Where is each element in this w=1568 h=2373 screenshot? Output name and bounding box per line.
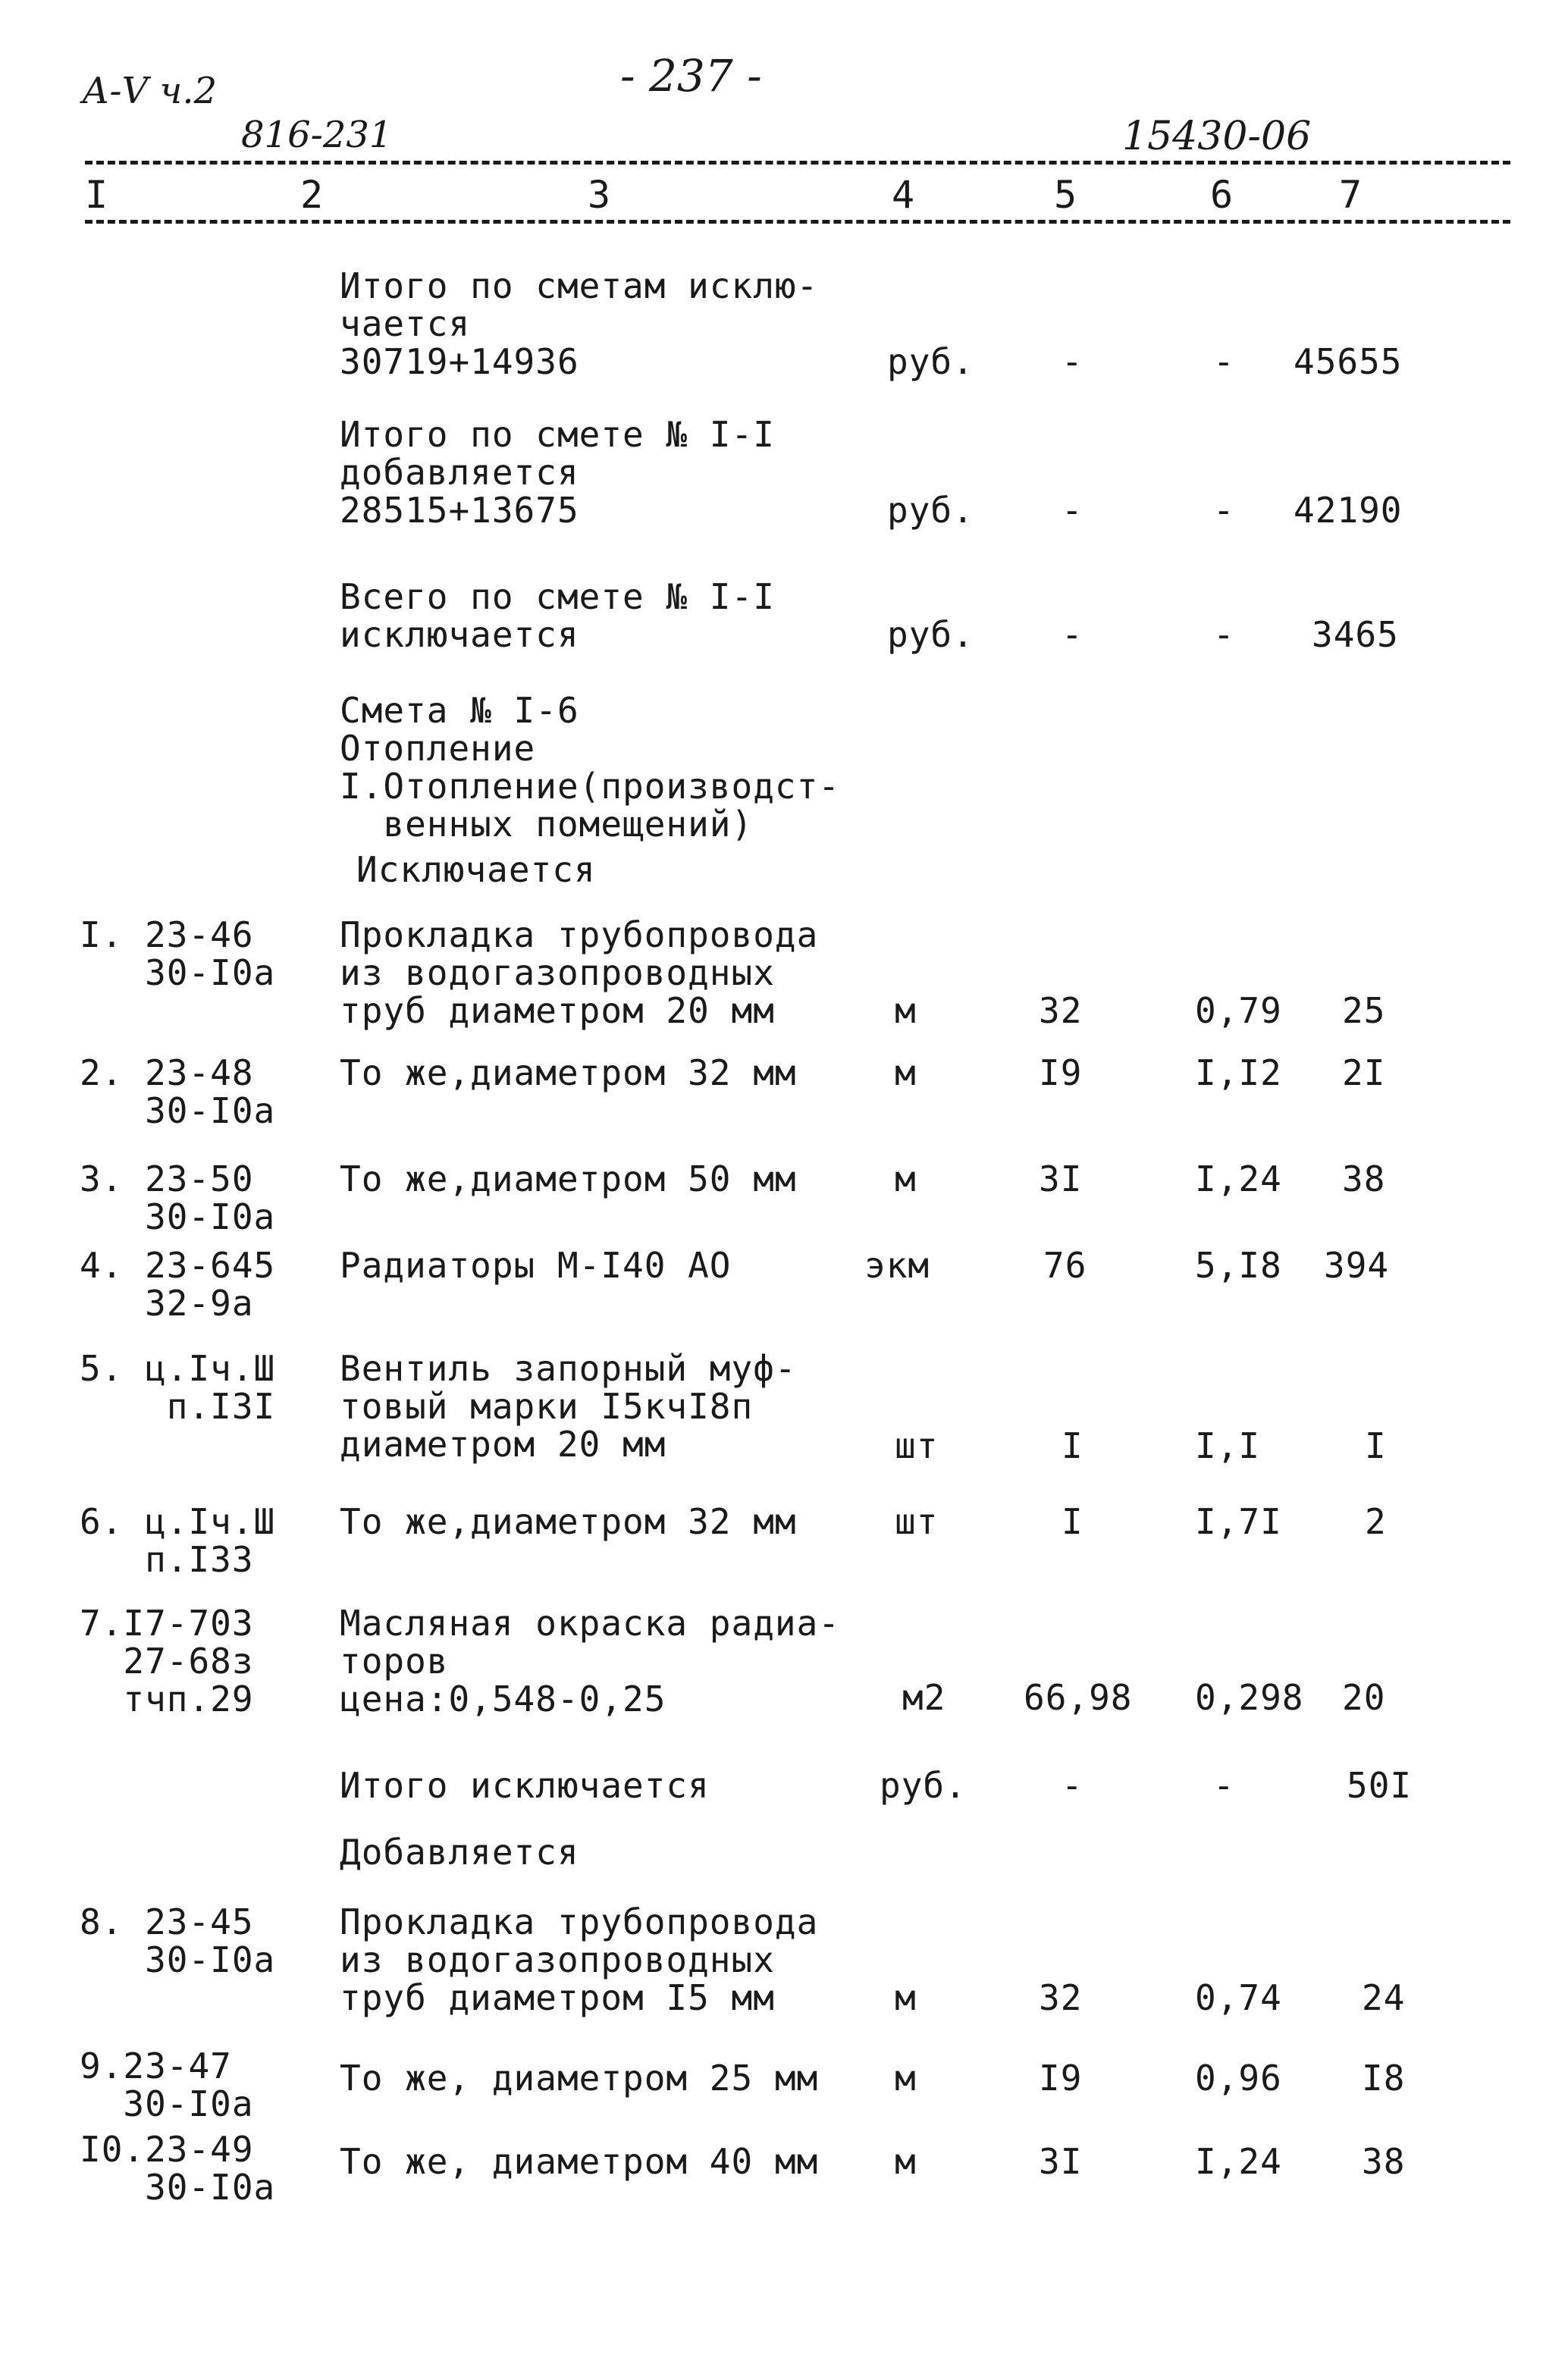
quantity-cell: 66,98 (1024, 1677, 1133, 1718)
price-cell: 0,298 (1195, 1677, 1304, 1718)
price-cell: - (1213, 614, 1235, 655)
item-description: Прокладка трубопровода из водогазопроводных труб диаметром I5 мм (340, 1901, 819, 2018)
unit-cell: экм (864, 1245, 930, 1286)
item-description: То же,диаметром 32 мм (340, 1501, 797, 1542)
item-code: 4. 23-645 32-9a (80, 1245, 276, 1324)
column-number: I (85, 173, 108, 217)
unit-cell: руб. (880, 1765, 967, 1806)
unit-cell: м (895, 1977, 917, 2018)
quantity-cell: 3I (1039, 1158, 1083, 1199)
column-number: 4 (892, 173, 915, 217)
excluded-heading: Исключается (356, 849, 596, 890)
total-cell: I8 (1362, 2058, 1406, 2099)
quantity-cell: 3I (1039, 2141, 1083, 2182)
series-label: А-V ч.2 (82, 70, 218, 112)
unit-cell: м (895, 2141, 917, 2182)
quantity-cell: - (1062, 614, 1083, 655)
item-description: Радиаторы М-I40 АО (340, 1245, 732, 1286)
unit-cell: м2 (902, 1677, 946, 1718)
page-number: - 237 - (620, 50, 762, 102)
total-label: Итого исключается (340, 1765, 710, 1806)
item-code: I0.23-49 30-I0a (80, 2129, 276, 2208)
total-cell: 3465 (1312, 614, 1399, 655)
unit-cell: м (895, 1052, 917, 1093)
summary-description: Итого по смете № I-I добавляется 28515+13675 (340, 414, 775, 531)
unit-cell: руб. (887, 614, 974, 655)
item-description: То же,диаметром 32 мм (340, 1052, 797, 1093)
quantity-cell: 32 (1039, 1977, 1083, 2018)
total-cell: 45655 (1294, 341, 1403, 382)
total-cell: 20 (1342, 1677, 1386, 1718)
column-number: 6 (1210, 173, 1234, 217)
total-cell: I (1365, 1425, 1387, 1466)
item-code: 3. 23-50 30-I0a (80, 1158, 276, 1237)
unit-cell: шт (895, 1425, 939, 1466)
project-code: 816-231 (241, 114, 393, 156)
total-cell: 394 (1324, 1245, 1390, 1286)
item-description: То же,диаметром 50 мм (340, 1158, 797, 1199)
price-cell: I,I2 (1195, 1052, 1282, 1093)
item-code: 2. 23-48 30-I0a (80, 1052, 276, 1131)
price-cell: - (1213, 341, 1235, 382)
item-code: 5. ц.Iч.Ш п.I3I (80, 1348, 276, 1427)
total-cell: 2 (1365, 1501, 1387, 1542)
unit-cell: руб. (887, 490, 974, 531)
estimate-title: Смета № I-6 Отопление I.Отопление(производст- венных помещений) (340, 690, 840, 845)
unit-cell: руб. (887, 341, 974, 382)
total-cell: 50I (1347, 1765, 1413, 1806)
column-number: 2 (300, 173, 324, 217)
item-code: 6. ц.Iч.Ш п.I33 (80, 1501, 276, 1580)
column-number: 7 (1339, 173, 1363, 217)
price-cell: - (1213, 490, 1235, 531)
quantity-cell: - (1062, 490, 1083, 531)
price-cell: I,I (1195, 1425, 1261, 1466)
price-cell: I,24 (1195, 1158, 1282, 1199)
price-cell: 0,96 (1195, 2058, 1282, 2099)
unit-cell: м (895, 2058, 917, 2099)
summary-description: Всего по смете № I-I исключается (340, 576, 775, 655)
price-cell: I,24 (1195, 2141, 1282, 2182)
price-cell: - (1213, 1765, 1235, 1806)
added-heading: Добавляется (340, 1832, 579, 1873)
unit-cell: м (895, 1158, 917, 1199)
item-code: 7.I7-703 27-68з тчп.29 (80, 1603, 254, 1719)
column-number: 3 (588, 173, 611, 217)
item-description: Масляная окраска радиа- торов цена:0,548-0,25 (340, 1603, 840, 1719)
item-code: 9.23-47 30-I0a (80, 2045, 254, 2124)
item-description: Вентиль запорный муф- товый марки I5кчI8п диаметром 20 мм (340, 1348, 797, 1465)
header-rule-top (85, 161, 1510, 165)
price-cell: I,7I (1195, 1501, 1282, 1542)
header-rule-bottom (85, 220, 1510, 224)
item-description: То же, диаметром 40 мм (340, 2141, 819, 2182)
price-cell: 5,I8 (1195, 1245, 1282, 1286)
quantity-cell: 76 (1043, 1245, 1087, 1286)
total-cell: 42190 (1294, 490, 1403, 531)
column-number: 5 (1054, 173, 1077, 217)
summary-description: Итого по сметам исклю- чается 30719+14936 (340, 265, 819, 382)
price-cell: 0,74 (1195, 1977, 1282, 2018)
total-cell: 25 (1342, 990, 1386, 1031)
unit-cell: шт (895, 1501, 939, 1542)
quantity-cell: I9 (1039, 2058, 1083, 2099)
quantity-cell: - (1062, 341, 1083, 382)
quantity-cell: I9 (1039, 1052, 1083, 1093)
document-code: 15430-06 (1122, 114, 1312, 159)
quantity-cell: I (1062, 1501, 1083, 1542)
item-description: То же, диаметром 25 мм (340, 2058, 819, 2099)
item-description: Прокладка трубопровода из водогазопроводных труб диаметром 20 мм (340, 914, 819, 1031)
item-code: I. 23-46 30-I0a (80, 914, 276, 993)
unit-cell: м (895, 990, 917, 1031)
item-code: 8. 23-45 30-I0a (80, 1901, 276, 1980)
quantity-cell: I (1062, 1425, 1083, 1466)
total-cell: 24 (1362, 1977, 1406, 2018)
price-cell: 0,79 (1195, 990, 1282, 1031)
quantity-cell: 32 (1039, 990, 1083, 1031)
quantity-cell: - (1062, 1765, 1083, 1806)
total-cell: 38 (1362, 2141, 1406, 2182)
total-cell: 2I (1342, 1052, 1386, 1093)
total-cell: 38 (1342, 1158, 1386, 1199)
